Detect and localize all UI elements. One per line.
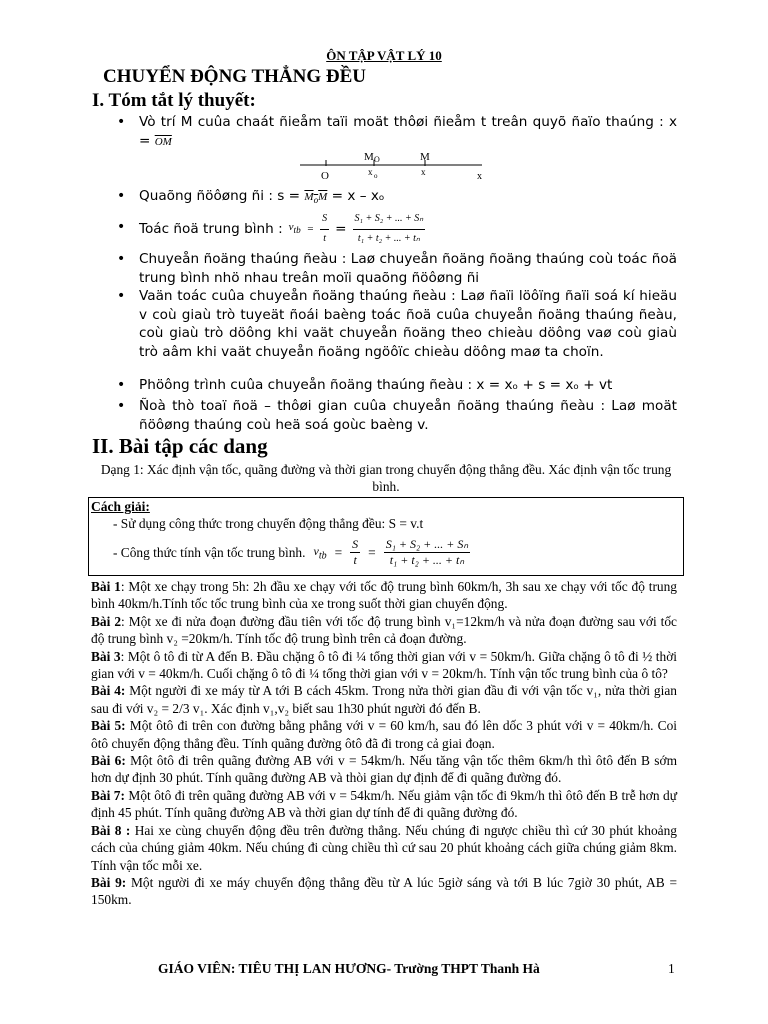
bullet-dot: • — [117, 251, 126, 267]
method-line-1: - Sử dụng công thức trong chuyển động thẳng đều: S = v.t — [113, 516, 424, 531]
problem-item: Bài 5: Một ôtô đi trên con đường bằng phẳng với v = 60 km/h, sau đó lên dốc 3 phút với v = 40km/h. Coi ôtô chuyển động thẳng đều. Tính quãng đường ôtô đã đi trong cả giai đoạn. — [91, 718, 677, 751]
problem-item: Bài 2: Một xe đi nửa đoạn đường đầu tiên với tốc độ trung bình v₁=12km/h và nửa đoạn đường sau với tốc độ trung bình v₂ =20km/h. Tính tốc độ trung bình trên cả đoạn đường. — [91, 613, 677, 647]
method-heading: Cách giải: — [91, 499, 150, 514]
bullet-text: Vaän toác cuûa chuyeån ñoäng thaúng ñeàu : Laø ñaïi löôïng ñaïi soá kí hieäu v coù giaù trò tuyeät ñoái baèng toác ñoä cuûa chuyeån ñoäng thaúng ñeàu, coù giaù trò döông khi vaät chuyeån ñoäng theo chieàu döông vaø coù giaù trò aâm khi vaät chuyeån ñoäng ngöôïc chieàu döông maø ta choïn. — [139, 288, 677, 360]
bullet-text: Chuyeån ñoäng thaúng ñeàu : Laø chuyeån ñoäng ñoäng thaúng coù toác ñoä trung bình nhö nhau treân moïi quaõng ñöôøng ñi — [139, 251, 677, 286]
theory-bullet-distance — [117, 187, 677, 210]
bullet-text: Quaõng ñöôøng ñi : s = — [139, 188, 301, 204]
label-m: M — [420, 151, 430, 163]
vtb-symbol: $v_{tb}$ — [313, 543, 327, 562]
vtb-symbol: $v_{tb}$ — [288, 221, 301, 236]
method-line-2-text: - Công thức tính vận tốc trung bình. — [113, 544, 306, 560]
theory-bullet-position — [117, 113, 677, 151]
problem-item: Bài 8 : Hai xe cùng chuyển động đều trên đường thẳng. Nếu chúng đi ngược chiều thì cứ 30 phút khoảng cách của chúng giảm 40km. Nếu chúng đi cùng chiều thì cứ sau 20 phút khoảng cách giữa chúng giảm 8km. Tính vận tốc mỗi xe. — [91, 822, 677, 873]
document-top-title: ÔN TẬP VẬT LÝ 10 — [326, 48, 442, 63]
section-2-heading: II. Bài tập các dang — [92, 434, 268, 458]
fraction-s-over-t: $\frac{S}{t}$ — [352, 537, 359, 567]
problem-item: Bài 4: Một người đi xe máy từ A tới B cách 45km. Trong nửa thời gian đầu đi với vận tốc v₁, nửa thời gian sau đi với v₂ = 2/3 v₁. Xác định v₁,v₂ biết sau 1h30 phút người đó đến B. — [91, 683, 677, 716]
fraction-s-over-t: $\frac{S}{t}$ — [320, 210, 329, 248]
bullet-text: Phöông trình cuûa chuyeån ñoäng thaúng ñeàu : x = xₒ + s = xₒ + vt — [139, 377, 613, 393]
label-x-axis: x — [477, 171, 482, 182]
distance-tail: = x – xₒ — [331, 188, 385, 204]
problem-item: Bài 3: Một ô tô đi từ A đến B. Đầu chặng ô tô đi ¼ tổng thời gian với v = 50km/h. Giữa chặng ô tô đi ½ thời gian với v = 40km/h. Cuối chặng ô tô đi ¼ tổng thời gian với v = 20km/h. Tính vận tốc trung bình của ô tô? — [91, 648, 677, 682]
fraction-average-speed: $\frac{\text{S₁ + S₂ + ... + Sₙ}}{\text{t₁ + t₂ + ... + tₙ}}$ — [385, 537, 469, 567]
problem-item: Bài 9: Một người đi xe máy chuyển động thẳng đều từ A lúc 5giờ sáng và tới B lúc 7giờ 30 phút, AB = 150km. — [91, 874, 677, 908]
theory-bullet-equation — [117, 376, 677, 395]
bullet-dot: • — [117, 114, 126, 130]
footer-teacher: GIÁO VIÊN: TIÊU THỊ LAN HƯƠNG- Trường THPT Thanh Hà — [158, 961, 540, 976]
position-axis-figure — [290, 148, 490, 184]
label-xo: x — [368, 167, 373, 177]
vector-om: $\overline{OM}$ — [154, 135, 172, 148]
problem-item: Bài 6: Một ôtô đi trên quãng đường AB với v = 54km/h. Nếu tăng vận tốc thêm 6km/h thì ôtô đến B sớm hơn dự định 30 phút. Tính quãng đường AB và thòi gian dự định để đi quãng đường đó. — [91, 753, 677, 786]
page-number: 1 — [668, 961, 675, 976]
label-xo-sub: o — [374, 172, 378, 180]
theory-bullet-velocity — [117, 287, 677, 361]
equals-sign: = — [335, 220, 347, 237]
theory-bullet-uniform-motion — [117, 250, 677, 287]
method-line-2 — [113, 537, 470, 568]
equals-sign: = — [306, 222, 315, 235]
label-o: O — [321, 170, 329, 182]
section-1-heading: I. Tóm tắt lý thuyết: — [92, 90, 256, 111]
bullet-text: Ñoà thò toaï ñoä – thôøi gian cuûa chuyeån ñoäng thaúng ñeàu : Laø moät ñöôøng thaúng coù heä soá goùc baèng v. — [139, 398, 677, 433]
problem-list — [91, 578, 677, 909]
problem-item: Bài 7: Một ôtô đi trên quãng đường AB với v = 54km/h. Nếu giảm vận tốc đi 9km/h thì ôtô đến B trễ hơn dự định 45 phút. Tính quãng đường AB và thời gian dự tính để đi quãng đường đó. — [91, 787, 677, 821]
equals-sign: = — [368, 544, 376, 560]
fraction-average-speed: $\frac{\text{S₁ + S₂ + ... + Sₙ}}{\text{t₁ + t₂ + ... + tₙ}}$ — [353, 210, 426, 248]
label-mo: M — [364, 151, 374, 163]
theory-bullet-average-speed — [117, 210, 677, 248]
type-1-description: Dạng 1: Xác định vận tốc, quãng đường và thời gian trong chuyển động thẳng đều. Xác định vận tốc trung bình. — [100, 462, 672, 494]
theory-bullet-graph — [117, 397, 677, 434]
bullet-dot: • — [117, 219, 126, 235]
main-title: CHUYỂN ĐỘNG THẲNG ĐỀU — [103, 66, 367, 87]
label-mo-sub: O — [374, 155, 380, 164]
bullet-dot: • — [117, 377, 126, 393]
equals-sign: = — [334, 544, 343, 560]
vector-mom: $M_oM$ — [304, 191, 328, 206]
bullet-dot: • — [117, 288, 126, 304]
bullet-text: Toác ñoä trung bình : — [139, 220, 283, 237]
bullet-dot: • — [117, 398, 126, 414]
bullet-dot: • — [117, 188, 126, 204]
bullet-text: Vò trí M cuûa chaát ñieåm taïi moät thôøi ñieåm t treân quyõ ñaïo thaúng : x = — [139, 114, 677, 149]
problem-item: Bài 1: Một xe chạy trong 5h: 2h đầu xe chạy với tốc độ trung bình 60km/h, 3h sau xe chạy với tốc độ trung bình 40km/h.Tính tốc tốc trung bình của xe trong suốt thời gian chuyển động. — [91, 579, 677, 612]
label-x: x — [421, 167, 426, 177]
